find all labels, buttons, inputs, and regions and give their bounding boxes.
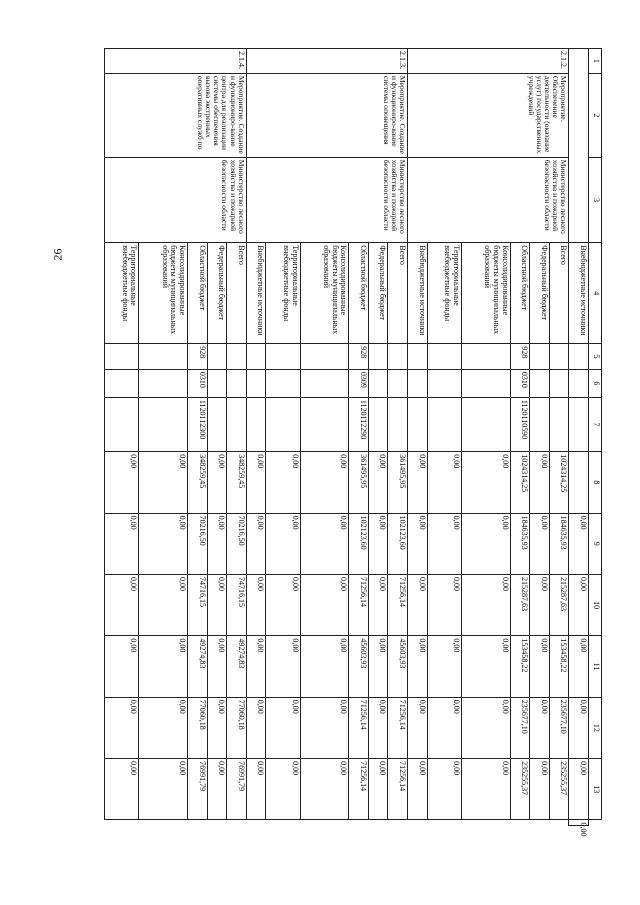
table-row <box>388 49 408 826</box>
amount-cell: 0,00 <box>461 513 510 574</box>
activity-name: Мероприятие. Создание и функциониро-вание центра для реализации системы обеспечения вызова экстренных оперативных служб по <box>105 73 247 157</box>
column-number-1: 1 <box>589 49 602 74</box>
amount-cell: 76991,79 <box>227 759 247 820</box>
section-code-cell <box>388 369 408 397</box>
amount-cell: 0,00 <box>368 574 388 635</box>
grbs-code-cell <box>207 344 227 370</box>
amount-cell: 0,00 <box>105 636 139 697</box>
amount-cell: 0,00 <box>207 636 227 697</box>
amount-cell: 0,00 <box>408 574 428 635</box>
table-body <box>105 49 589 837</box>
amount-cell: 0,00 <box>246 636 266 697</box>
target-article-cell <box>461 397 510 451</box>
amount-cell: 71256,14 <box>388 574 408 635</box>
section-code-cell: 0310 <box>510 369 530 397</box>
executor-name: Министерство лесного хозяйства и пожарной безопасности области <box>246 157 407 242</box>
amount-cell: 0,00 <box>427 759 461 820</box>
amount-cell: 0,00 <box>266 636 300 697</box>
grbs-code-cell <box>530 344 550 370</box>
executor-name: Министерство лесного хозяйства и пожарной безопасности области <box>408 157 569 242</box>
target-article-cell <box>427 397 461 451</box>
amount-cell: 184635,93 <box>510 513 530 574</box>
amount-cell: 0,00 <box>368 697 388 758</box>
activity-code: 2.1.3. <box>246 49 407 74</box>
amount-cell: 71256,14 <box>388 759 408 820</box>
amount-cell: 77060,18 <box>227 697 247 758</box>
amount-cell: 0,00 <box>461 759 510 820</box>
grbs-code-cell: 928 <box>187 344 207 370</box>
column-number-7: 7 <box>589 397 602 451</box>
amount-cell: 0,00 <box>461 636 510 697</box>
amount-cell: 0,00 <box>300 513 349 574</box>
amount-cell: 348259,45 <box>227 452 247 513</box>
amount-cell: 102123,60 <box>349 513 369 574</box>
lead-value-cell: 0,00 <box>569 636 589 697</box>
amount-cell: 0,00 <box>408 759 428 820</box>
funding-source-label: Всего <box>227 243 247 344</box>
amount-cell: 0,00 <box>461 697 510 758</box>
section-code-cell <box>408 369 428 397</box>
section-code-cell: 0310 <box>187 369 207 397</box>
amount-cell: 0,00 <box>139 574 188 635</box>
amount-cell: 0,00 <box>207 513 227 574</box>
target-article-cell <box>105 397 139 451</box>
activity-code: 2.1.4. <box>105 49 247 74</box>
target-article-cell <box>549 397 569 451</box>
activity-name: Мероприятие. Создание и функциониро-вание системы оповещения <box>246 73 407 157</box>
amount-cell: 0,00 <box>461 452 510 513</box>
section-code-cell <box>530 369 550 397</box>
section-code-cell <box>227 369 247 397</box>
lead-row <box>569 49 589 826</box>
amount-cell: 0,00 <box>427 574 461 635</box>
target-article-cell: 1120112300 <box>187 397 207 451</box>
target-article-cell <box>207 397 227 451</box>
amount-cell: 0,00 <box>427 513 461 574</box>
grbs-code-cell: 928 <box>349 344 369 370</box>
amount-cell: 0,00 <box>246 574 266 635</box>
lead-value-cell: 0,00 <box>569 574 589 635</box>
funding-source-label: Внебюджетные источники <box>408 243 428 344</box>
amount-cell: 0,00 <box>300 697 349 758</box>
column-number-5: 5 <box>589 344 602 370</box>
amount-cell: 215287,63 <box>510 574 530 635</box>
lead-value-cell <box>569 452 589 513</box>
target-article-cell <box>408 397 428 451</box>
amount-cell: 0,00 <box>300 452 349 513</box>
grbs-code-cell <box>227 344 247 370</box>
funding-source-label: Консолидированные бюджеты муниципальных образований <box>461 243 510 344</box>
amount-cell: 0,00 <box>530 759 550 820</box>
funding-source-label: Территориальные внебюджетные фонды <box>266 243 300 344</box>
target-article-cell <box>388 397 408 451</box>
funding-source-label: Всего <box>388 243 408 344</box>
budget-table <box>104 48 602 837</box>
amount-cell: 153458,22 <box>549 636 569 697</box>
activity-code: 2.1.2. <box>408 49 569 74</box>
amount-cell: 77060,18 <box>187 697 207 758</box>
target-article-cell <box>227 397 247 451</box>
amount-cell: 0,00 <box>266 513 300 574</box>
funding-source-label: Внебюджетные источники <box>246 243 266 344</box>
amount-cell: 0,00 <box>266 759 300 820</box>
amount-cell: 0,00 <box>246 759 266 820</box>
funding-source-label: Консолидированные бюджеты муниципальных образований <box>139 243 188 344</box>
amount-cell: 361495,95 <box>388 452 408 513</box>
column-number-10: 10 <box>589 574 602 635</box>
amount-cell: 235255,37 <box>549 759 569 820</box>
amount-cell: 0,00 <box>530 636 550 697</box>
amount-cell: 235677,10 <box>549 697 569 758</box>
amount-cell: 0,00 <box>266 697 300 758</box>
amount-cell: 49274,83 <box>227 636 247 697</box>
grbs-code-cell <box>427 344 461 370</box>
amount-cell: 0,00 <box>408 452 428 513</box>
amount-cell: 1024314,25 <box>549 452 569 513</box>
column-number-9: 9 <box>589 513 602 574</box>
amount-cell: 0,00 <box>207 574 227 635</box>
column-number-2: 2 <box>589 73 602 157</box>
amount-cell: 0,00 <box>530 697 550 758</box>
table-row <box>227 49 247 826</box>
amount-cell: 0,00 <box>427 636 461 697</box>
section-code-cell <box>427 369 461 397</box>
section-code-cell <box>461 369 510 397</box>
section-code-cell <box>139 369 188 397</box>
amount-cell: 74716,15 <box>187 574 207 635</box>
section-code-cell <box>266 369 300 397</box>
amount-cell: 215287,63 <box>549 574 569 635</box>
section-code-cell <box>368 369 388 397</box>
funding-source-label: Территориальные внебюджетные фонды <box>427 243 461 344</box>
amount-cell: 0,00 <box>368 759 388 820</box>
amount-cell: 0,00 <box>246 697 266 758</box>
amount-cell: 0,00 <box>207 697 227 758</box>
column-number-row <box>589 49 602 826</box>
amount-cell: 0,00 <box>368 513 388 574</box>
funding-source-label: Федеральный бюджет <box>207 243 227 344</box>
amount-cell: 0,00 <box>207 759 227 820</box>
lead-value-cell <box>569 397 589 451</box>
funding-source-label: Федеральный бюджет <box>368 243 388 344</box>
funding-source-label: Территориальные внебюджетные фонды <box>105 243 139 344</box>
grbs-code-cell <box>549 344 569 370</box>
section-code-cell <box>105 369 139 397</box>
lead-value-cell: 0,00 <box>569 759 589 820</box>
amount-cell: 0,00 <box>461 574 510 635</box>
amount-cell: 71256,14 <box>349 759 369 820</box>
amount-cell: 0,00 <box>368 452 388 513</box>
amount-cell: 361495,95 <box>349 452 369 513</box>
funding-source-label: Областной бюджет <box>349 243 369 344</box>
amount-cell: 71256,14 <box>349 697 369 758</box>
amount-cell: 0,00 <box>408 697 428 758</box>
target-article-cell: 1120112290 <box>349 397 369 451</box>
amount-cell: 70216,50 <box>227 513 247 574</box>
target-article-cell: 1120110590 <box>510 397 530 451</box>
grbs-code-cell <box>266 344 300 370</box>
amount-cell: 0,00 <box>105 574 139 635</box>
grbs-code-cell: 928 <box>510 344 530 370</box>
funding-source-label: Областной бюджет <box>187 243 207 344</box>
lead-value-cell: 0,00 <box>569 513 589 574</box>
funding-source-label: Всего <box>549 243 569 344</box>
target-article-cell <box>530 397 550 451</box>
amount-cell: 0,00 <box>427 697 461 758</box>
target-article-cell <box>266 397 300 451</box>
column-number-3: 3 <box>589 157 602 242</box>
amount-cell: 0,00 <box>530 452 550 513</box>
amount-cell: 0,00 <box>105 759 139 820</box>
amount-cell: 0,00 <box>139 697 188 758</box>
amount-cell: 0,00 <box>530 513 550 574</box>
amount-cell: 0,00 <box>105 697 139 758</box>
amount-cell: 1024314,25 <box>510 452 530 513</box>
amount-cell: 0,00 <box>139 452 188 513</box>
amount-cell: 0,00 <box>300 574 349 635</box>
amount-cell: 348259,45 <box>187 452 207 513</box>
grbs-code-cell <box>300 344 349 370</box>
amount-cell: 0,00 <box>207 452 227 513</box>
grbs-code-cell <box>105 344 139 370</box>
amount-cell: 0,00 <box>408 636 428 697</box>
funding-source-label: Областной бюджет <box>510 243 530 344</box>
lead-value-cell <box>569 369 589 397</box>
section-code-cell <box>246 369 266 397</box>
target-article-cell <box>300 397 349 451</box>
section-code-cell <box>207 369 227 397</box>
target-article-cell <box>139 397 188 451</box>
amount-cell: 49274,83 <box>187 636 207 697</box>
section-code-cell: 0309 <box>349 369 369 397</box>
target-article-cell <box>246 397 266 451</box>
amount-cell: 0,00 <box>427 452 461 513</box>
amount-cell: 0,00 <box>266 452 300 513</box>
amount-cell: 0,00 <box>139 513 188 574</box>
amount-cell: 71256,14 <box>388 697 408 758</box>
lead-value-cell <box>569 344 589 370</box>
page-number: 26 <box>50 248 65 261</box>
amount-cell: 0,00 <box>139 759 188 820</box>
amount-cell: 45603,93 <box>349 636 369 697</box>
grbs-code-cell <box>246 344 266 370</box>
amount-cell: 0,00 <box>246 452 266 513</box>
column-number-6: 6 <box>589 369 602 397</box>
column-number-13: 13 <box>589 759 602 820</box>
amount-cell: 45603,93 <box>388 636 408 697</box>
amount-cell: 102123,60 <box>388 513 408 574</box>
budget-table-frame <box>104 48 602 837</box>
funding-source-label: Федеральный бюджет <box>530 243 550 344</box>
lead-value-cell: 0,00 <box>569 697 589 758</box>
amount-cell: 0,00 <box>368 636 388 697</box>
amount-cell: 0,00 <box>105 513 139 574</box>
amount-cell: 0,00 <box>246 513 266 574</box>
table-row <box>549 49 569 826</box>
column-number-11: 11 <box>589 636 602 697</box>
amount-cell: 0,00 <box>530 574 550 635</box>
rotated-table-container <box>104 48 602 837</box>
amount-cell: 0,00 <box>139 636 188 697</box>
grbs-code-cell <box>388 344 408 370</box>
section-code-cell <box>549 369 569 397</box>
activity-name: Мероприятие. Обеспечение деятельности (оказание услуг) государственных учреждений <box>408 73 569 157</box>
amount-cell: 0,00 <box>105 452 139 513</box>
section-code-cell <box>300 369 349 397</box>
amount-cell: 153458,22 <box>510 636 530 697</box>
amount-cell: 74716,15 <box>227 574 247 635</box>
grbs-code-cell <box>368 344 388 370</box>
funding-source-label: Внебюджетные источники <box>569 243 589 344</box>
grbs-code-cell <box>461 344 510 370</box>
target-article-cell <box>368 397 388 451</box>
column-number-8: 8 <box>589 452 602 513</box>
amount-cell: 70216,50 <box>187 513 207 574</box>
amount-cell: 71256,14 <box>349 574 369 635</box>
lead-value-cell: 0,00 <box>569 820 589 826</box>
amount-cell: 0,00 <box>266 574 300 635</box>
executor-name: Министерство лесного хозяйства и пожарной безопасности области <box>105 157 247 242</box>
funding-source-label: Консолидированные бюджеты муниципальных образований <box>300 243 349 344</box>
amount-cell: 0,00 <box>300 759 349 820</box>
amount-cell: 184635,93 <box>549 513 569 574</box>
amount-cell: 0,00 <box>300 636 349 697</box>
amount-cell: 235255,37 <box>510 759 530 820</box>
amount-cell: 0,00 <box>408 513 428 574</box>
amount-cell: 235677,10 <box>510 697 530 758</box>
amount-cell: 76991,79 <box>187 759 207 820</box>
column-number-4: 4 <box>589 243 602 344</box>
column-number-12: 12 <box>589 697 602 758</box>
grbs-code-cell <box>408 344 428 370</box>
lead-empty <box>569 49 589 243</box>
grbs-code-cell <box>139 344 188 370</box>
